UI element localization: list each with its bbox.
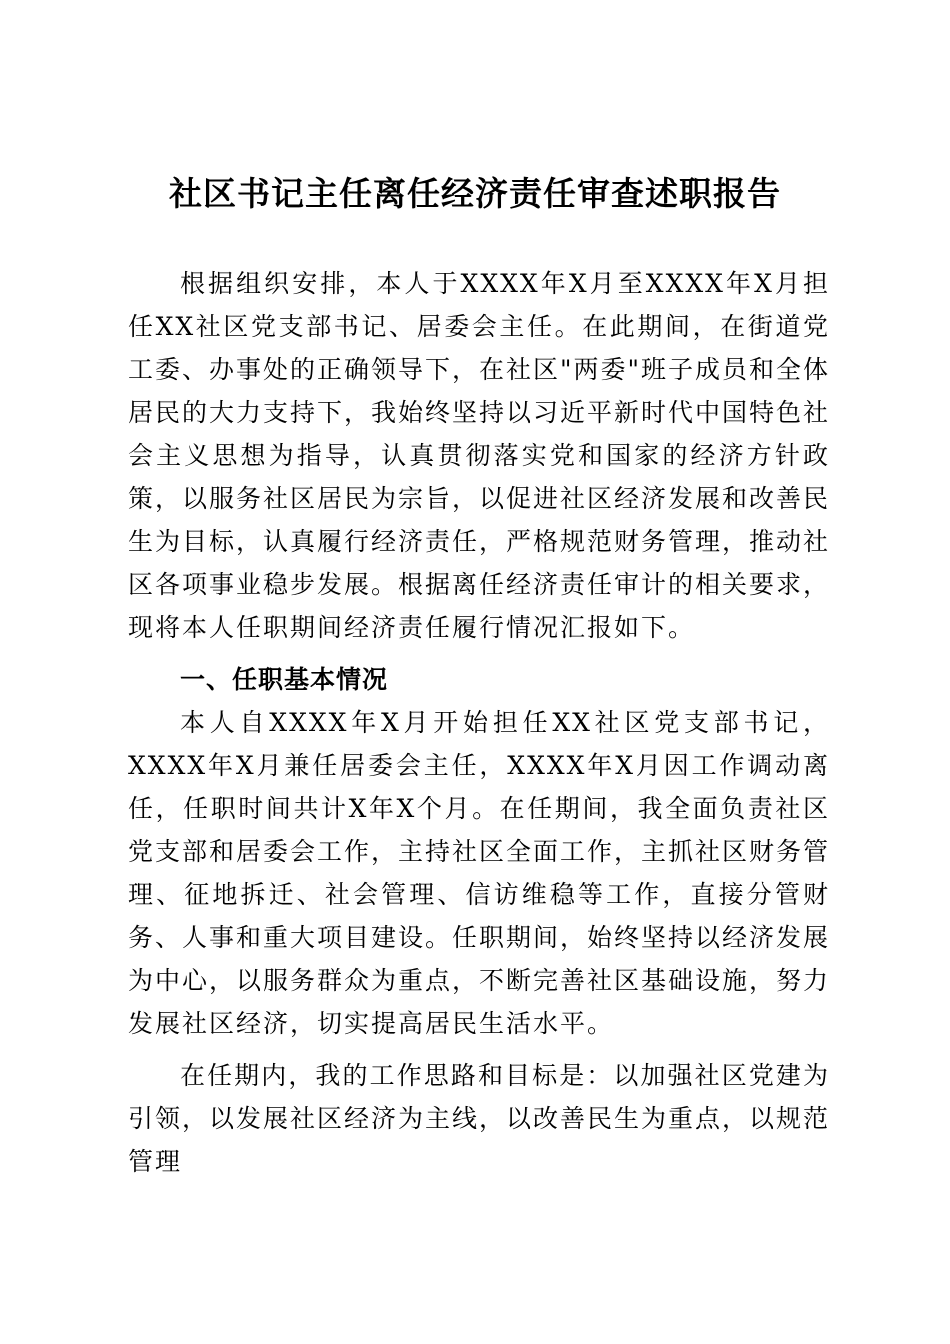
section-paragraph-goals: 在任期内，我的工作思路和目标是：以加强社区党建为引领，以发展社区经济为主线，以改善民生为重点，以规范管理 <box>128 1061 831 1176</box>
paragraph-gap <box>128 649 830 658</box>
section-paragraph-tenure: 本人自XXXX年X月开始担任XX社区党支部书记，XXXX年X月兼任居委会主任，XXXX年X月因工作调动离任，任职时间共计X年X个月。在任期间，我全面负责社区党支部和居委会工作，主持社区全面工作，主抓社区财务管理、征地拆迁、社会管理、信访维稳等工作，直接分管财务、人事和重大项目建设。任职期间，始终坚持以经济发展为中心，以服务群众为重点，不断完善社区基础设施，努力发展社区经济，切实提高居民生活水平。 <box>128 708 831 1038</box>
document-title: 社区书记主任离任经济责任审查述职报告 <box>169 174 781 213</box>
section-heading-basic-info: 一、任职基本情况 <box>180 665 389 694</box>
intro-paragraph: 根据组织安排，本人于XXXX年X月至XXXX年X月担任XX社区党支部书记、居委会主任。在此期间，在街道党工委、办事处的正确领导下，在社区"两委"班子成员和全体居民的大力支持下，我始终坚持以习近平新时代中国特色社会主义思想为指导，认真贯彻落实党和国家的经济方针政策，以服务社区居民为宗旨，以促进社区经济发展和改善民生为目标，认真履行经济责任，严格规范财务管理，推动社区各项事业稳步发展。根据离任经济责任审计的相关要求，现将本人任职期间经济责任履行情况汇报如下。 <box>128 269 831 642</box>
document-body <box>128 262 830 1183</box>
paragraph-gap <box>128 1045 830 1054</box>
